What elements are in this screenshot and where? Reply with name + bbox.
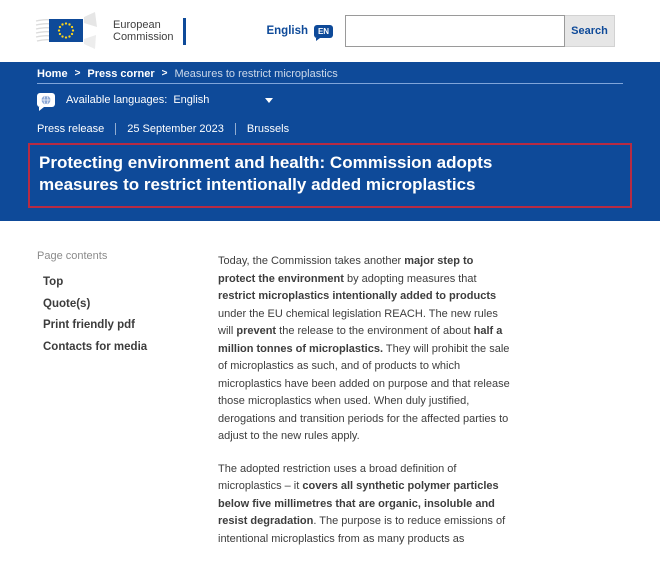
page-title: Protecting environment and health: Commission adopts measures to restrict intentionally added microplastics: [39, 153, 493, 194]
commission-logo[interactable]: [35, 9, 186, 53]
logo-ribbon-fold: [84, 12, 97, 27]
breadcrumb-divider: [37, 83, 623, 84]
article-type: Press release: [37, 123, 105, 135]
search-button[interactable]: Search: [565, 15, 615, 47]
page-contents-heading: Page contents: [37, 250, 108, 262]
page-contents-nav: [37, 275, 218, 354]
red-annotation-box: [28, 143, 632, 208]
logo-ribbon: [36, 20, 51, 41]
page-contents-link[interactable]: Top: [43, 276, 64, 288]
meta-divider: [235, 123, 236, 135]
article-location: Brussels: [246, 123, 290, 135]
breadcrumb-item: Measures to restrict microplastics: [174, 67, 338, 80]
breadcrumb-item[interactable]: Press corner: [87, 67, 155, 80]
article-paragraph: Today, the Commission takes another major step to protect the environment by adopting measures that restrict microplastics intentionally added to products under the EU chemical legislation REACH. The new rules will prevent the release to the environment of about half a million tonnes of microplastics. They will prohibit the sale of microplastics as such, and of products to which microplastics have been added on purpose and that release those microplastics when used. When duly justified, derogations and transition periods for the affected parties to adjust to the new rules apply.: [218, 255, 510, 442]
site-language-selector[interactable]: [266, 25, 333, 38]
breadcrumb-item[interactable]: Home: [37, 67, 68, 80]
breadcrumb-separator-icon: >: [161, 68, 168, 79]
search-input[interactable]: [345, 15, 565, 47]
header-right: [266, 15, 615, 47]
breadcrumb-separator-icon: >: [74, 68, 81, 79]
content: [0, 221, 660, 563]
eu-flag-logo-graphic: [35, 9, 107, 53]
language-globe-icon: [37, 93, 55, 107]
chevron-down-icon: [265, 98, 273, 103]
language-en-badge-icon: EN: [314, 25, 333, 38]
page-contents-link[interactable]: Print friendly pdf: [43, 319, 135, 331]
page-contents-link[interactable]: Quote(s): [43, 297, 91, 310]
article-meta: [37, 123, 623, 135]
site-header: [0, 0, 660, 62]
page-contents-link[interactable]: Contacts for media: [43, 340, 148, 353]
article-date: 25 September 2023: [127, 123, 224, 135]
article-paragraph: The adopted restriction uses a broad definition of microplastics – it covers all synthetic polymer particles below five millimetres that are organic, insoluble and resist degradation. The purpose is to reduce emissions of intentional microplastics from as many products as: [218, 462, 506, 545]
logo-ribbon-fold: [84, 35, 96, 49]
site-language-label: English: [266, 25, 308, 37]
search-form: [345, 15, 615, 47]
available-languages-selected: English: [173, 94, 210, 106]
breadcrumb: [37, 62, 623, 79]
logo-wordmark: European Commission: [113, 18, 174, 43]
article-paragraphs: [218, 250, 510, 563]
available-languages-label: Available languages:: [66, 94, 168, 106]
page-contents-sidebar: [37, 250, 218, 563]
meta-divider: [115, 123, 116, 135]
page-header-band: [0, 62, 660, 221]
available-languages-dropdown[interactable]: [37, 93, 623, 107]
logo-divider-bar: [183, 18, 186, 45]
